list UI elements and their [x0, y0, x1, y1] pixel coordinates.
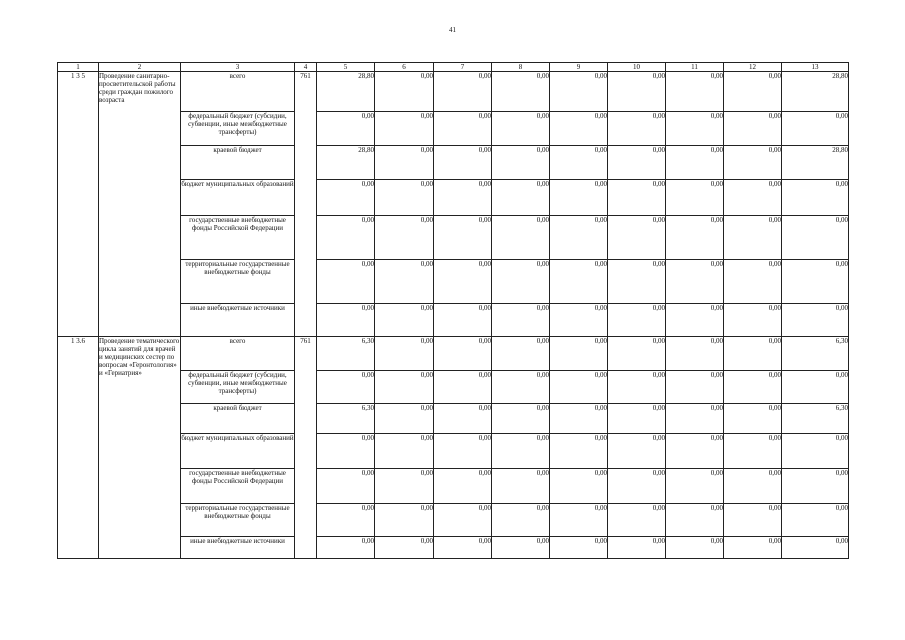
value-cell: 0,00 — [782, 260, 849, 304]
value-cell: 28,80 — [782, 72, 849, 112]
column-header: 1 — [58, 63, 99, 72]
item-number: 1 3 5 — [58, 72, 99, 337]
column-header: 3 — [181, 63, 295, 72]
column-header: 9 — [550, 63, 608, 72]
funding-source: федеральный бюджет (субсидии, субвенции, иные межбюджетные трансферты) — [181, 112, 295, 146]
value-cell: 0,00 — [317, 304, 375, 337]
item-name: Проведение санитарно-просветительской работы среди граждан пожилого возраста — [99, 72, 181, 337]
value-cell: 0,00 — [724, 371, 782, 404]
value-cell: 0,00 — [317, 180, 375, 216]
item-number: 1 3.6 — [58, 337, 99, 559]
funding-source: государственные внебюджетные фонды Российской Федерации — [181, 469, 295, 504]
value-cell: 0,00 — [492, 337, 550, 371]
value-cell: 0,00 — [375, 404, 434, 434]
value-cell: 0,00 — [434, 469, 492, 504]
value-cell: 0,00 — [375, 216, 434, 260]
value-cell: 6,30 — [782, 337, 849, 371]
value-cell: 0,00 — [608, 304, 666, 337]
value-cell: 0,00 — [608, 504, 666, 537]
funding-source: бюджет муниципальных образований — [181, 434, 295, 469]
value-cell: 0,00 — [666, 504, 724, 537]
executor-code: 761 — [295, 337, 317, 559]
value-cell: 0,00 — [666, 112, 724, 146]
value-cell: 28,80 — [317, 146, 375, 180]
value-cell: 0,00 — [375, 146, 434, 180]
value-cell: 0,00 — [724, 434, 782, 469]
value-cell: 0,00 — [375, 72, 434, 112]
value-cell: 0,00 — [608, 537, 666, 559]
value-cell: 0,00 — [666, 469, 724, 504]
value-cell: 0,00 — [317, 371, 375, 404]
value-cell: 6,30 — [317, 337, 375, 371]
value-cell: 0,00 — [492, 304, 550, 337]
column-header: 13 — [782, 63, 849, 72]
value-cell: 0,00 — [782, 371, 849, 404]
funding-source: территориальные государственные внебюджетные фонды — [181, 504, 295, 537]
value-cell: 0,00 — [434, 504, 492, 537]
value-cell: 0,00 — [492, 260, 550, 304]
value-cell: 0,00 — [434, 304, 492, 337]
value-cell: 0,00 — [492, 434, 550, 469]
column-header: 12 — [724, 63, 782, 72]
value-cell: 0,00 — [550, 260, 608, 304]
value-cell: 0,00 — [724, 72, 782, 112]
value-cell: 0,00 — [666, 537, 724, 559]
value-cell: 28,80 — [317, 72, 375, 112]
value-cell: 0,00 — [317, 537, 375, 559]
value-cell: 6,30 — [317, 404, 375, 434]
value-cell: 0,00 — [608, 112, 666, 146]
column-header: 4 — [295, 63, 317, 72]
funding-source: иные внебюджетные источники — [181, 304, 295, 337]
value-cell: 0,00 — [550, 404, 608, 434]
value-cell: 0,00 — [666, 180, 724, 216]
funding-source: иные внебюджетные источники — [181, 537, 295, 559]
value-cell: 0,00 — [550, 537, 608, 559]
value-cell: 0,00 — [375, 371, 434, 404]
funding-source: краевой бюджет — [181, 146, 295, 180]
value-cell: 0,00 — [434, 404, 492, 434]
value-cell: 0,00 — [666, 337, 724, 371]
value-cell: 0,00 — [434, 180, 492, 216]
value-cell: 0,00 — [782, 434, 849, 469]
value-cell: 0,00 — [608, 434, 666, 469]
value-cell: 0,00 — [550, 304, 608, 337]
funding-source: краевой бюджет — [181, 404, 295, 434]
value-cell: 0,00 — [375, 337, 434, 371]
value-cell: 0,00 — [724, 112, 782, 146]
value-cell: 0,00 — [375, 112, 434, 146]
value-cell: 0,00 — [724, 469, 782, 504]
value-cell: 0,00 — [608, 180, 666, 216]
value-cell: 0,00 — [724, 337, 782, 371]
value-cell: 0,00 — [434, 146, 492, 180]
value-cell: 0,00 — [666, 304, 724, 337]
column-header: 6 — [375, 63, 434, 72]
value-cell: 0,00 — [434, 537, 492, 559]
value-cell: 0,00 — [492, 504, 550, 537]
value-cell: 28,80 — [782, 146, 849, 180]
value-cell: 0,00 — [608, 146, 666, 180]
value-cell: 0,00 — [492, 112, 550, 146]
value-cell: 0,00 — [782, 304, 849, 337]
value-cell: 0,00 — [434, 371, 492, 404]
value-cell: 0,00 — [724, 180, 782, 216]
column-header: 2 — [99, 63, 181, 72]
column-header: 10 — [608, 63, 666, 72]
funding-source: федеральный бюджет (субсидии, субвенции, иные межбюджетные трансферты) — [181, 371, 295, 404]
value-cell: 0,00 — [724, 260, 782, 304]
value-cell: 0,00 — [724, 146, 782, 180]
value-cell: 0,00 — [666, 260, 724, 304]
value-cell: 0,00 — [550, 469, 608, 504]
value-cell: 0,00 — [782, 469, 849, 504]
item-name: Проведение тематического цикла занятий для врачей и медицинских сестер по вопросам «Геронтология» и «Гериатрия» — [99, 337, 181, 559]
column-header: 5 — [317, 63, 375, 72]
header-row — [58, 63, 849, 72]
value-cell: 0,00 — [608, 72, 666, 112]
value-cell: 0,00 — [375, 304, 434, 337]
value-cell: 0,00 — [608, 404, 666, 434]
value-cell: 0,00 — [782, 216, 849, 260]
table-row — [58, 72, 849, 112]
value-cell: 0,00 — [666, 146, 724, 180]
value-cell: 0,00 — [608, 260, 666, 304]
value-cell: 0,00 — [375, 469, 434, 504]
value-cell: 0,00 — [375, 180, 434, 216]
value-cell: 0,00 — [492, 146, 550, 180]
value-cell: 0,00 — [666, 371, 724, 404]
page-number: 41 — [449, 26, 456, 34]
value-cell: 0,00 — [550, 371, 608, 404]
value-cell: 0,00 — [434, 72, 492, 112]
value-cell: 0,00 — [375, 504, 434, 537]
value-cell: 0,00 — [492, 371, 550, 404]
executor-code: 761 — [295, 72, 317, 337]
value-cell: 0,00 — [375, 537, 434, 559]
value-cell: 0,00 — [782, 112, 849, 146]
funding-source: всего — [181, 337, 295, 371]
value-cell: 0,00 — [666, 434, 724, 469]
value-cell: 0,00 — [782, 537, 849, 559]
value-cell: 0,00 — [724, 304, 782, 337]
value-cell: 0,00 — [434, 337, 492, 371]
value-cell: 0,00 — [317, 260, 375, 304]
budget-table — [57, 62, 849, 559]
value-cell: 0,00 — [724, 504, 782, 537]
value-cell: 0,00 — [550, 337, 608, 371]
value-cell: 0,00 — [608, 216, 666, 260]
value-cell: 0,00 — [724, 404, 782, 434]
value-cell: 0,00 — [724, 216, 782, 260]
value-cell: 0,00 — [550, 180, 608, 216]
value-cell: 0,00 — [608, 371, 666, 404]
value-cell: 0,00 — [550, 112, 608, 146]
value-cell: 0,00 — [492, 537, 550, 559]
value-cell: 0,00 — [550, 146, 608, 180]
value-cell: 0,00 — [492, 216, 550, 260]
column-header: 7 — [434, 63, 492, 72]
value-cell: 0,00 — [434, 260, 492, 304]
value-cell: 0,00 — [550, 434, 608, 469]
value-cell: 0,00 — [666, 72, 724, 112]
funding-source: бюджет муниципальных образований — [181, 180, 295, 216]
value-cell: 0,00 — [492, 72, 550, 112]
value-cell: 0,00 — [317, 434, 375, 469]
value-cell: 0,00 — [782, 504, 849, 537]
value-cell: 0,00 — [317, 504, 375, 537]
value-cell: 0,00 — [317, 112, 375, 146]
funding-source: всего — [181, 72, 295, 112]
value-cell: 0,00 — [608, 469, 666, 504]
value-cell: 0,00 — [434, 216, 492, 260]
funding-source: государственные внебюджетные фонды Российской Федерации — [181, 216, 295, 260]
value-cell: 0,00 — [666, 404, 724, 434]
table-row — [58, 337, 849, 371]
value-cell: 0,00 — [492, 469, 550, 504]
value-cell: 0,00 — [317, 216, 375, 260]
value-cell: 0,00 — [550, 216, 608, 260]
value-cell: 0,00 — [608, 337, 666, 371]
column-header: 8 — [492, 63, 550, 72]
value-cell: 0,00 — [666, 216, 724, 260]
value-cell: 0,00 — [782, 180, 849, 216]
value-cell: 0,00 — [434, 112, 492, 146]
column-header: 11 — [666, 63, 724, 72]
value-cell: 0,00 — [434, 434, 492, 469]
value-cell: 0,00 — [550, 504, 608, 537]
value-cell: 0,00 — [492, 180, 550, 216]
funding-source: территориальные государственные внебюджетные фонды — [181, 260, 295, 304]
value-cell: 0,00 — [317, 469, 375, 504]
value-cell: 6,30 — [782, 404, 849, 434]
value-cell: 0,00 — [375, 434, 434, 469]
value-cell: 0,00 — [550, 72, 608, 112]
value-cell: 0,00 — [724, 537, 782, 559]
value-cell: 0,00 — [375, 260, 434, 304]
value-cell: 0,00 — [492, 404, 550, 434]
